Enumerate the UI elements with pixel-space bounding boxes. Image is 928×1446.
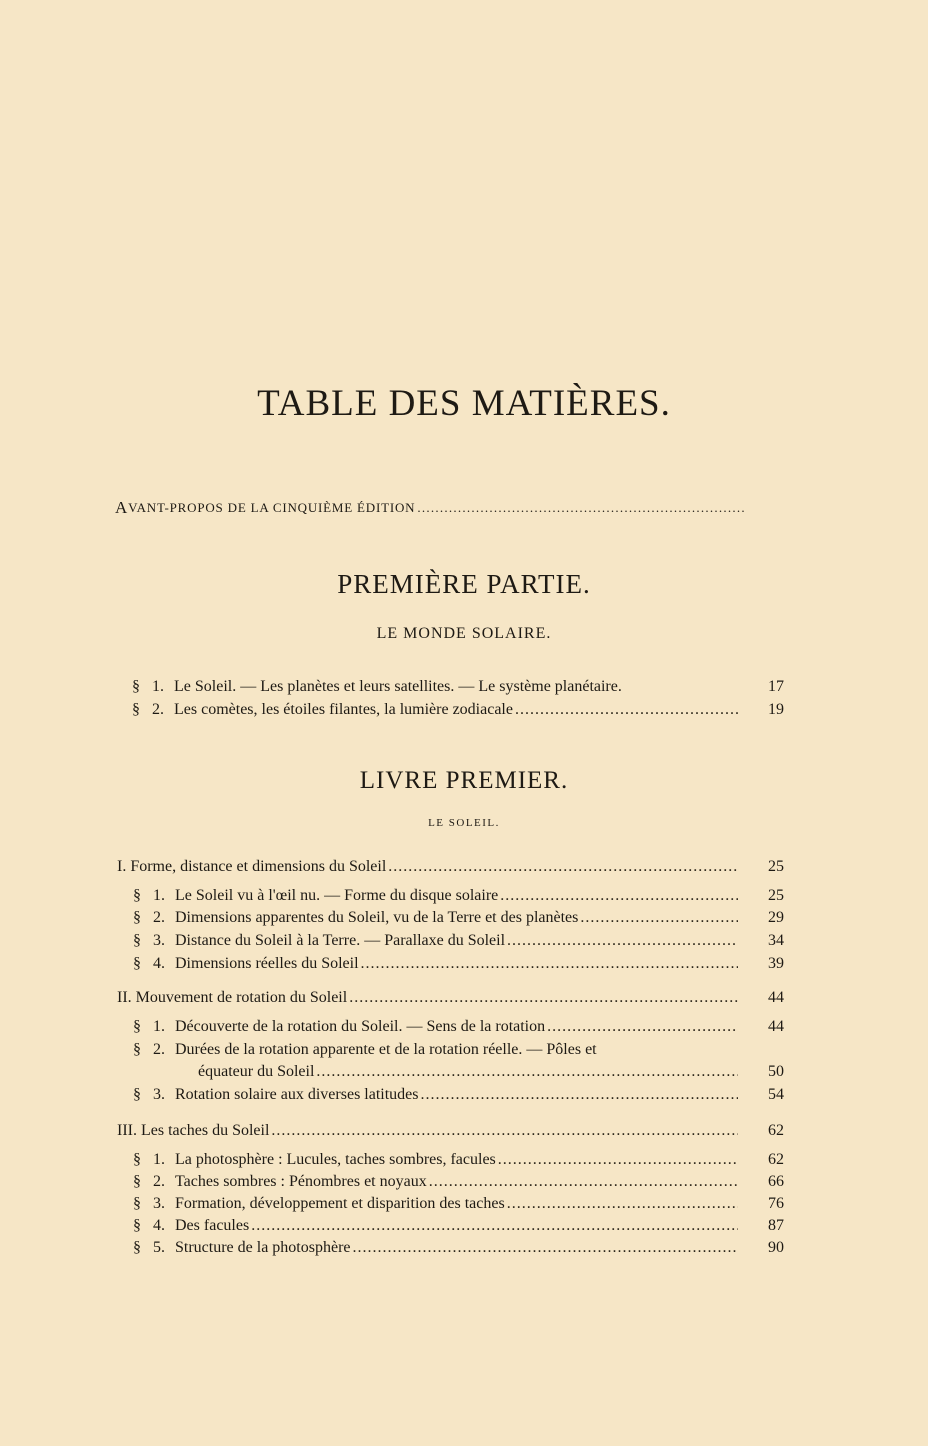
entry-text: Des facules [175,1217,250,1234]
page-number: 34 [768,932,784,949]
section-mark: § [133,1239,141,1256]
dot-leader [388,856,738,878]
entry-text: Le Soleil vu à l'œil nu. — Forme du disque solaire [175,887,499,904]
section-number: 1. [152,678,164,695]
entry-text: Structure de la photosphère [175,1239,351,1256]
section-number: 5. [153,1239,165,1256]
dot-leader [429,1171,738,1193]
dot-leader [251,1215,738,1237]
dot-leader [507,1193,738,1215]
page-number: 44 [768,989,784,1006]
page-number: 62 [768,1151,784,1168]
toc-entry[interactable] [133,930,784,952]
section-mark: § [133,1217,141,1234]
section-mark: § [132,701,140,718]
page-number: 39 [768,955,784,972]
entry-text: Durées de la rotation apparente et de la rotation réelle. — Pôles et [175,1041,597,1058]
section-number: 3. [153,1086,165,1103]
chapter-entry[interactable] [117,856,784,878]
toc-entry[interactable] [133,1215,784,1237]
page-number: 19 [768,701,784,718]
toc-entry[interactable] [133,907,784,929]
entry-text: La photosphère : Lucules, taches sombres, facules [175,1151,496,1168]
book-title: LIVRE PREMIER. [359,767,569,794]
section-mark: § [133,1018,141,1035]
page-number: 44 [768,1018,784,1035]
toc-entry[interactable] [133,1193,784,1215]
toc-entry[interactable] [132,699,784,721]
entry-text-continued: équateur du Soleil [198,1063,315,1080]
page-number: 25 [768,858,784,875]
page-number: 54 [768,1086,784,1103]
section-number: 2. [153,1173,165,1190]
section-mark: § [133,1151,141,1168]
part-title: PREMIÈRE PARTIE. [337,569,591,599]
dot-leader [515,699,738,721]
section-mark: § [133,1086,141,1103]
entry-text: Les comètes, les étoiles filantes, la lumière zodiacale [174,701,513,718]
entry-text: Formation, développement et disparition des taches [175,1195,505,1212]
toc-entry[interactable] [133,1039,784,1061]
page-number: 62 [768,1122,784,1139]
section-mark: § [133,1173,141,1190]
toc-entry[interactable] [133,953,784,975]
section-number: 4. [153,1217,165,1234]
avant-propos-label: VANT-PROPOS DE LA CINQUIÈME ÉDITION [128,500,416,515]
avant-propos-initial: A [115,498,129,517]
dot-leader [498,1149,738,1171]
section-mark: § [133,1041,141,1058]
book-subtitle: LE SOLEIL. [428,817,500,829]
section-number: 3. [153,932,165,949]
toc-entry-continuation[interactable] [198,1061,784,1083]
section-mark: § [133,1195,141,1212]
chapter-title: III. Les taches du Soleil [117,1122,270,1139]
entry-text: Taches sombres : Pénombres et noyaux [175,1173,427,1190]
section-mark: § [132,678,140,695]
dot-leader [349,987,738,1009]
toc-entry[interactable] [133,1016,784,1038]
toc-entry-avant-propos[interactable] [115,498,745,518]
section-number: 2. [153,909,165,926]
dot-leader [421,1084,739,1106]
toc-entry[interactable] [133,1149,784,1171]
chapter-entry[interactable] [117,987,784,1009]
dot-leader [580,907,738,929]
toc-entry[interactable] [133,885,784,907]
dot-leader [417,498,745,518]
section-number: 4. [153,955,165,972]
dot-leader [547,1016,738,1038]
page-number: 25 [768,887,784,904]
toc-entry[interactable] [132,676,784,698]
dot-leader [271,1120,738,1142]
section-number: 2. [153,1041,165,1058]
toc-entry[interactable] [133,1084,784,1106]
section-mark: § [133,909,141,926]
section-mark: § [133,955,141,972]
dot-leader [361,953,738,975]
page-number: 76 [768,1195,784,1212]
section-number: 1. [153,887,165,904]
chapter-entry[interactable] [117,1120,784,1142]
chapter-title: II. Mouvement de rotation du Soleil [117,989,348,1006]
section-number: 1. [153,1151,165,1168]
section-number: 3. [153,1195,165,1212]
chapter-title: I. Forme, distance et dimensions du Soleil [117,858,387,875]
part-subtitle: LE MONDE SOLAIRE. [376,625,552,642]
section-mark: § [133,932,141,949]
entry-text: Le Soleil. — Les planètes et leurs satellites. — Le système planétaire. [174,678,622,695]
page-number: 87 [768,1217,784,1234]
page-number: 17 [768,678,784,695]
dot-leader [500,885,738,907]
entry-text: Dimensions apparentes du Soleil, vu de la Terre et des planètes [175,909,579,926]
entry-text: Découverte de la rotation du Soleil. — Sens de la rotation [175,1018,546,1035]
entry-text: Dimensions réelles du Soleil [175,955,359,972]
toc-entry[interactable] [133,1171,784,1193]
entry-text: Rotation solaire aux diverses latitudes [175,1086,419,1103]
section-number: 1. [153,1018,165,1035]
page-number: 50 [768,1063,784,1080]
section-mark: § [133,887,141,904]
page-title: TABLE DES MATIÈRES. [257,383,671,424]
toc-entry[interactable] [133,1237,784,1259]
dot-leader [353,1237,739,1259]
section-number: 2. [152,701,164,718]
page-number: 90 [768,1239,784,1256]
dot-leader [507,930,738,952]
page-number: 29 [768,909,784,926]
dot-leader [316,1061,738,1083]
page-number: 66 [768,1173,784,1190]
entry-text: Distance du Soleil à la Terre. — Parallaxe du Soleil [175,932,506,949]
